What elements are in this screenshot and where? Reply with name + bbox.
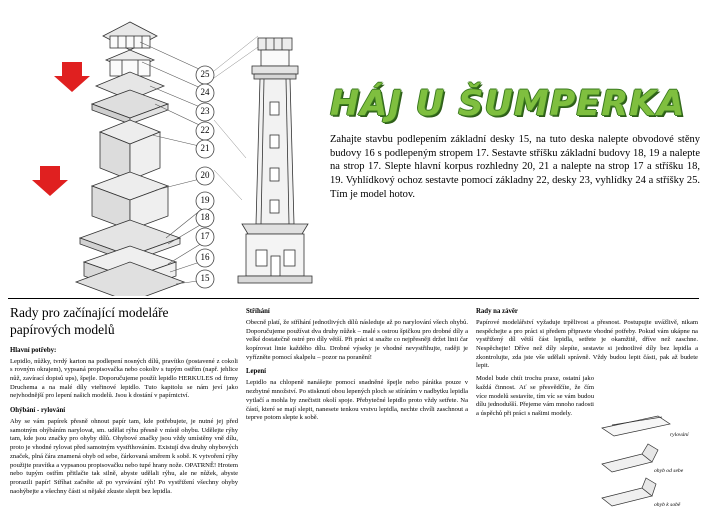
advice-title [10, 304, 238, 339]
section-text-final: Papírové modelářství vyžaduje trpělivost a přesnost. Postupujte uvážlivě, nikam nespěchejte a pro práci si předem připravte vhodné potřeby. Pokud vám ukápne na vystřižený díl větší část lepidla, setřete je okamžitě, dříve než zaschne. Nespěchejte! Dříve než díly slepíte, sestavte si jednotlivé díly bez lepidla a zkontrolujte, zda jste vše udělali správně. Vždy budou lepit části, pak až budete lepit. [476, 318, 698, 370]
section-heading-cutting: Stříhání [246, 308, 270, 315]
assembled-model-drawing [218, 10, 338, 296]
horizontal-divider [8, 298, 699, 299]
part-number-23: 23 [200, 106, 210, 116]
section-heading-gluing: Lepení [246, 368, 267, 376]
title-block [330, 86, 700, 202]
advice-title-line2: papírových modelů [10, 322, 115, 338]
part-number-19: 19 [200, 195, 210, 205]
part-number-16: 16 [200, 252, 210, 262]
section-heading-scoring: Ohýbání - rylování [10, 407, 66, 415]
page-title: HÁJ U ŠUMPERKA [330, 84, 686, 124]
section-heading-materials: Hlavní potřeby: [10, 346, 57, 354]
section-text-materials: Lepidlo, nůžky, tvrdý karton na podlepení nosných dílů, pravítko (postavené z cokoli s rovným okrajem), vypsaná propisovačka nebo cokoliv s tupým ostřím (např. jehlice nůž, zavírací dopisů ups), špejle. Doporučujeme použít lepidlo HERKULES od firmy Druchema a na malé díly vteřinové lepidlo. Tuto kapitolu se nám jeví jako nejvhodnější pro lepení našich modelů. Jsou k dostání v papírnictví. [10, 357, 238, 400]
part-number-22: 22 [200, 125, 210, 135]
advice-section [0, 302, 707, 517]
part-number-17: 17 [200, 231, 210, 241]
part-number-15: 15 [200, 273, 210, 283]
folding-technique-diagram [596, 412, 700, 512]
part-number-20: 20 [200, 170, 210, 180]
section-heading-final: Rady na závěr [476, 308, 518, 315]
section-text-closing: Model bude chtít trochu praxe, ostatní jako každá činnost. Ať se přesvědčíte, že čím více modelů sestavíte, tím víc se vám budou dílu jednodušší. Přejeme vám mnoho radosti a úspěchů při práci s našimi modely. [476, 375, 594, 417]
part-number-24: 24 [200, 87, 210, 97]
part-number-18: 18 [200, 212, 210, 222]
part-number-21: 21 [200, 143, 210, 153]
intro-instructions: Zahajte stavbu podlepením základní desky 15, na tuto deska nalepte obvodové stěny budovy 16 s podlepeným stropem 17. Sestavte stříšku základní budovy 18, 19 a nalepte na strop 17. Slepte hlavní korpus rozhledny 20, 21 a nalepte na strop 17 a stříšku 18, 19. Vyhlídkový ochoz sestavte pomocí základny 22, desky 23, vyhlídky 24 a stříšky 25. Tím je model hotov. [330, 133, 700, 201]
section-text-scoring: Aby se vám papírek přesně ohnout papír tam, kde potřebujete, je nutné jej před samotným ohýbáním narylovat, sm. udělat rýhu přesně v místě ohybu. Udělejte rýhy tam, kde jsou značky pro ohyby dílů. Ohybové značky jsou vždy umístěny vně dílu, proto je vhodné rylovat před samotným vystřihováním. Existují dva druhy ohybových značek, plná čára znamená ohyb od sebe, čárkovaná směrem k sobě. K vytvoření rýhy použijte pravítka a vypsanou propisovačku nebo tupé hrany nože. OPATRNĚ! Hrotem nebo tupým ostřím přitlačte tak silně, abyste udělali rýhu, ale ne nůžek, abyste prorazili papír! Stříhat začněte až po vyrvávání rýh! Po vystřižení všechny ohyby naohýbejte a všechny části si nějaké zkuste slepit bez lepidla. [10, 417, 238, 495]
advice-column-1 [10, 302, 238, 500]
section-text-cutting: Obecně platí, že stříhání jednotlivých dílů následuje až po narylování všech ohybů. Doporučujeme používat dva druhy nůžek – malé s ostrou špičkou pro drobné díly a velké dostatečně ostré pro díly větší. Při práci si snažte co nejpřesněji držet linii čar kopírovat linie každého dílu. Drobné výseky je vhodné nevystřihujte, raději je vyřízněte pomocí skalpelu – pozor na poranění! [246, 318, 468, 361]
diagram-label-fold-toward: ohyb k sobě [654, 502, 681, 508]
advice-title-line1: Rady pro začínající modeláře [10, 305, 169, 320]
section-text-gluing: Lepidlo na chlopeně nanášejte pomocí snadněné špejle nebo párátka pouze v nezbytné množství. Po stisknutí obou lepených ploch se stíráním v nadbytku lepidla vytlačí a mohla by znečistit okolí spoje. Přebytečné lepidlo proto vždy setřete. Na částí, které se mají slepit, nanesete tenkou vrstvu lepidla, nechte chvíli zaschnout a teprve potom slepte k sobě. [246, 379, 468, 422]
part-number-25: 25 [200, 69, 210, 79]
diagram-label-scoring: rylování [670, 432, 689, 438]
advice-column-2 [246, 302, 468, 427]
diagram-label-fold-away: ohyb od sebe [654, 468, 684, 474]
advice-column-3 [476, 302, 698, 423]
